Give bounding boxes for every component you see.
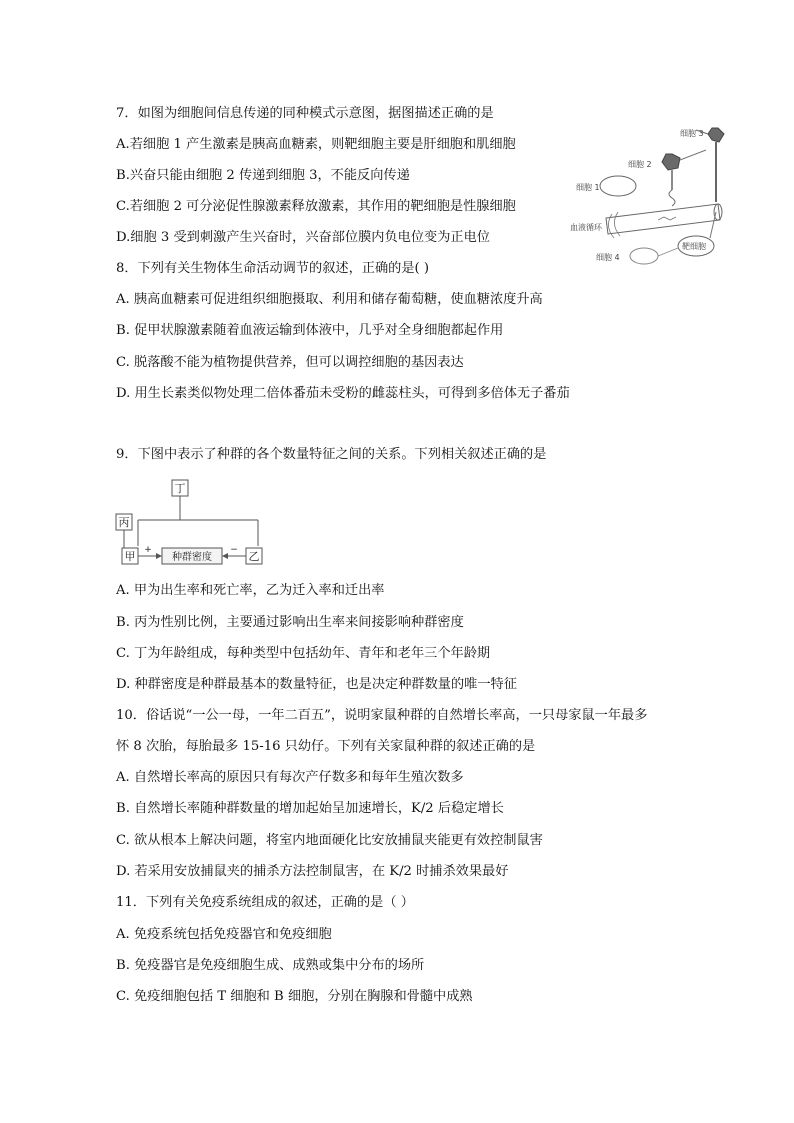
- q10-stem-line1: 10．俗话说“一公一母，一年二百五”，说明家鼠种群的自然增长率高，一只母家鼠一年最多: [116, 708, 648, 723]
- cell3-label: 细胞 3: [680, 129, 704, 138]
- cell-signaling-figure: [568, 120, 728, 270]
- q10-option-b: B. 自然增长率随种群数量的增加起始呈加速增长，K/2 后稳定增长: [116, 801, 504, 816]
- q9-option-c: C. 丁为年龄组成，每种类型中包括幼年、青年和老年三个年龄期: [116, 646, 491, 661]
- q8-option-a: A. 胰高血糖素可促进组织细胞摄取、利用和储存葡萄糖，使血糖浓度升高: [116, 292, 543, 307]
- q9-stem: 9．下图中表示了种群的各个数量特征之间的关系。下列相关叙述正确的是: [116, 447, 547, 462]
- box-yi: 乙: [248, 550, 260, 563]
- cell3-shape: [708, 128, 724, 142]
- q10-option-c: C. 欲从根本上解决问题，将室内地面硬化比安放捕鼠夹能更有效控制鼠害: [116, 833, 543, 848]
- q10-stem-line2: 怀 8 次胎，每胎最多 15-16 只幼仔。下列有关家鼠种群的叙述正确的是: [116, 739, 536, 754]
- q11-option-b: B. 免疫器官是免疫细胞生成、成熟或集中分布的场所: [116, 958, 425, 973]
- blood-vessel: [606, 204, 720, 234]
- blood-label: 血液循环: [570, 223, 602, 232]
- q10-option-d: D. 若采用安放捕鼠夹的捕杀方法控制鼠害，在 K/2 时捕杀效果最好: [116, 864, 509, 879]
- q8-stem: 8．下列有关生物体生命活动调节的叙述，正确的是( ): [116, 261, 429, 276]
- q11-option-a: A. 免疫系统包括免疫器官和免疫细胞: [116, 927, 332, 942]
- cell4-shape: [630, 248, 658, 264]
- cell1-shape: [600, 176, 636, 196]
- q7-option-c: C.若细胞 2 可分泌促性腺激素释放激素，其作用的靶细胞是性腺细胞: [116, 199, 516, 214]
- q11-stem: 11．下列有关免疫系统组成的叙述，正确的是（ ）: [116, 895, 414, 910]
- cell2-shape: [662, 154, 680, 170]
- cell1-label: 细胞 1: [576, 183, 600, 192]
- q7-option-d: D.细胞 3 受到刺激产生兴奋时，兴奋部位膜内负电位变为正电位: [116, 230, 490, 245]
- q7-option-b: B.兴奋只能由细胞 2 传递到细胞 3，不能反向传递: [116, 168, 410, 183]
- q9-option-b: B. 丙为性别比例，主要通过影响出生率来间接影响种群密度: [116, 615, 464, 630]
- box-bing: 丙: [118, 516, 130, 529]
- target-cell-label: 靶细胞: [682, 242, 706, 251]
- q7-option-a: A.若细胞 1 产生激素是胰高血糖素，则靶细胞主要是肝细胞和肌细胞: [116, 137, 516, 152]
- cell2-label: 细胞 2: [628, 160, 652, 169]
- q8-option-c: C. 脱落酸不能为植物提供营养，但可以调控细胞的基因表达: [116, 355, 464, 370]
- q9-option-d: D. 种群密度是种群最基本的数量特征，也是决定种群数量的唯一特征: [116, 677, 517, 692]
- plus-sign: +: [144, 545, 152, 555]
- q10-option-a: A. 自然增长率高的原因只有每次产仔数多和每年生殖次数多: [116, 770, 464, 785]
- box-density: 种群密度: [172, 552, 212, 563]
- q11-option-c: C. 免疫细胞包括 T 细胞和 B 细胞，分别在胸腺和骨髓中成熟: [116, 989, 473, 1004]
- minus-sign: −: [230, 545, 238, 555]
- population-traits-diagram: [114, 476, 264, 566]
- box-ding: 丁: [174, 482, 186, 495]
- q8-option-b: B. 促甲状腺激素随着血液运输到体液中，几乎对全身细胞都起作用: [116, 323, 504, 338]
- cell4-label: 细胞 4: [596, 253, 620, 262]
- q9-option-a: A. 甲为出生率和死亡率，乙为迁入率和迁出率: [116, 583, 385, 598]
- q7-stem: 7．如图为细胞间信息传递的同种模式示意图，据图描述正确的是: [116, 106, 494, 121]
- q8-option-d: D. 用生长素类似物处理二倍体番茄未受粉的雌蕊柱头，可得到多倍体无子番茄: [116, 386, 570, 401]
- box-jia: 甲: [124, 550, 136, 563]
